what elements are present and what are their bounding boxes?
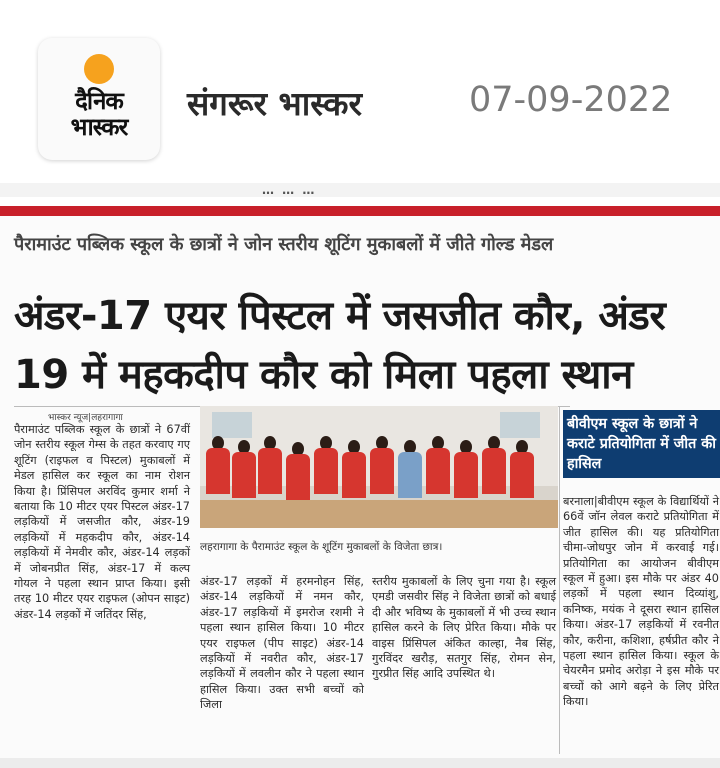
edition-date: 07-09-2022: [469, 80, 673, 120]
photo-caption: लहरागागा के पैरामाउंट स्कूल के शूटिंग मुकाबलों के विजेता छात्र।: [200, 541, 443, 553]
app-header: [0, 0, 720, 198]
article-column-3: [372, 574, 556, 682]
torn-partial-text: … … …: [262, 183, 317, 197]
article-text: पैरामाउंट पब्लिक स्कूल के छात्रों ने 67वीं जोन स्तरीय स्कूल गेम्स के तहत करवाए गए शूटिंग (राइफल व पिस्टल) मुकाबलों में मेडल हासिल कर स्कूल का नाम रोशन किया है। प्रिंसिपल अरविंद कुमार शर्मा ने बताया कि 10 मीटर एयर पिस्टल अंडर-17 लड़कियों में जसजीत कौर, अंडर-19 लड़कियों में महकदीप कौर, अंडर-14 लड़कियों में नेमवीर कौर, अंडर-14 लड़कों में जोबनप्रीत सिंह, अंडर-17 में कल्प गोयल ने पहला स्थान प्राप्त किया। इसी तरह 10 मीटर एयर राइफल (ओपन साइट) अंडर-14 लड़कों में जतिंदर सिंह,: [14, 423, 190, 621]
sidebar-column: [563, 494, 719, 710]
article-column-1: [14, 422, 190, 622]
logo-text-line1: दैनिक: [75, 87, 123, 115]
article-column-2: [200, 574, 364, 713]
photo-window: [500, 412, 540, 438]
sidebar-text: बरनाला|बीवीएम स्कूल के विद्यार्थियों ने 66वें जॉन लेवल कराटे प्रतियोगिता में जीत हासिल की। यह प्रतियोगिता चीमा-जोधपुर जोन में करवाई गई। प्रतियोगिता का आयोजन बीवीएम स्कूल में हुआ। इस मौके पर अंडर 40 लड़कों में पहला स्थान दिव्यांशु, कनिष्क, मयंक ने दूसरा स्थान हासिल किया। अंडर-17 लड़कियों में रवनीत कौर, करीना, कशिशा, हर्षप्रीत कौर ने पहला स्थान हासिल किया। स्कूल के चेयरमैन प्रमोद अरोड़ा ने इस मौके पर बच्चों को आगे बढ़ने के लिए प्रेरित किया।: [563, 495, 719, 709]
dainik-bhaskar-logo: [38, 38, 160, 160]
column-divider: [559, 406, 560, 754]
article-text: अंडर-17 लड़कों में हरमनोहन सिंह, अंडर-14 लड़कियों में नमन कौर, अंडर-17 लड़कियों में इमरोज रशमी ने पहला स्थान हासिल किया। 10 मीटर एयर राइफल (पीप साइट) अंडर-14 लड़कियों में नवरीत कौर, अंडर-17 लड़कियों में लवलीन कौर ने पहला स्थान हासिल किया। उक्त सभी बच्चों को जिला: [200, 575, 364, 712]
sun-icon: [84, 54, 114, 84]
photo-window: [212, 412, 252, 438]
edition-name: संगरूर भास्कर: [187, 84, 362, 123]
photo-table: [200, 500, 558, 528]
sidebar-headline: बीवीएम स्कूल के छात्रों ने कराटे प्रतियोगिता में जीत की हासिल: [563, 410, 720, 478]
winners-photo: [200, 406, 558, 528]
logo-text-line2: भास्कर: [70, 113, 128, 141]
headline-line-2: 19 में महकदीप कौर को मिला पहला स्थान: [14, 352, 633, 398]
article-kicker: पैरामाउंट पब्लिक स्कूल के छात्रों ने जोन स्तरीय शूटिंग मुकाबलों में जीते गोल्ड मेडल: [14, 234, 554, 255]
headline-line-1: अंडर-17 एयर पिस्टल में जसजीत कौर, अंडर: [14, 293, 666, 339]
article-text: स्तरीय मुकाबलों के लिए चुना गया है। स्कूल एमडी जसवीर सिंह ने विजेता छात्रों को बधाई दी और भविष्य के मुकाबलों में भी उच्च स्थान हासिल करने के लिए प्रेरित किया। मौके पर वाइस प्रिंसिपल अंकित काल्हा, नैब सिंह, गुरविंदर खरौड़, सतगुर सिंह, रोमन सेन, गुरप्रीत सिंह आदि उपस्थित थे।: [372, 575, 556, 681]
torn-paper-strip: [0, 183, 720, 197]
bottom-strip: [0, 758, 720, 768]
byline: भास्कर न्यूज|लहरागागा: [48, 413, 123, 423]
red-divider: [0, 206, 720, 216]
